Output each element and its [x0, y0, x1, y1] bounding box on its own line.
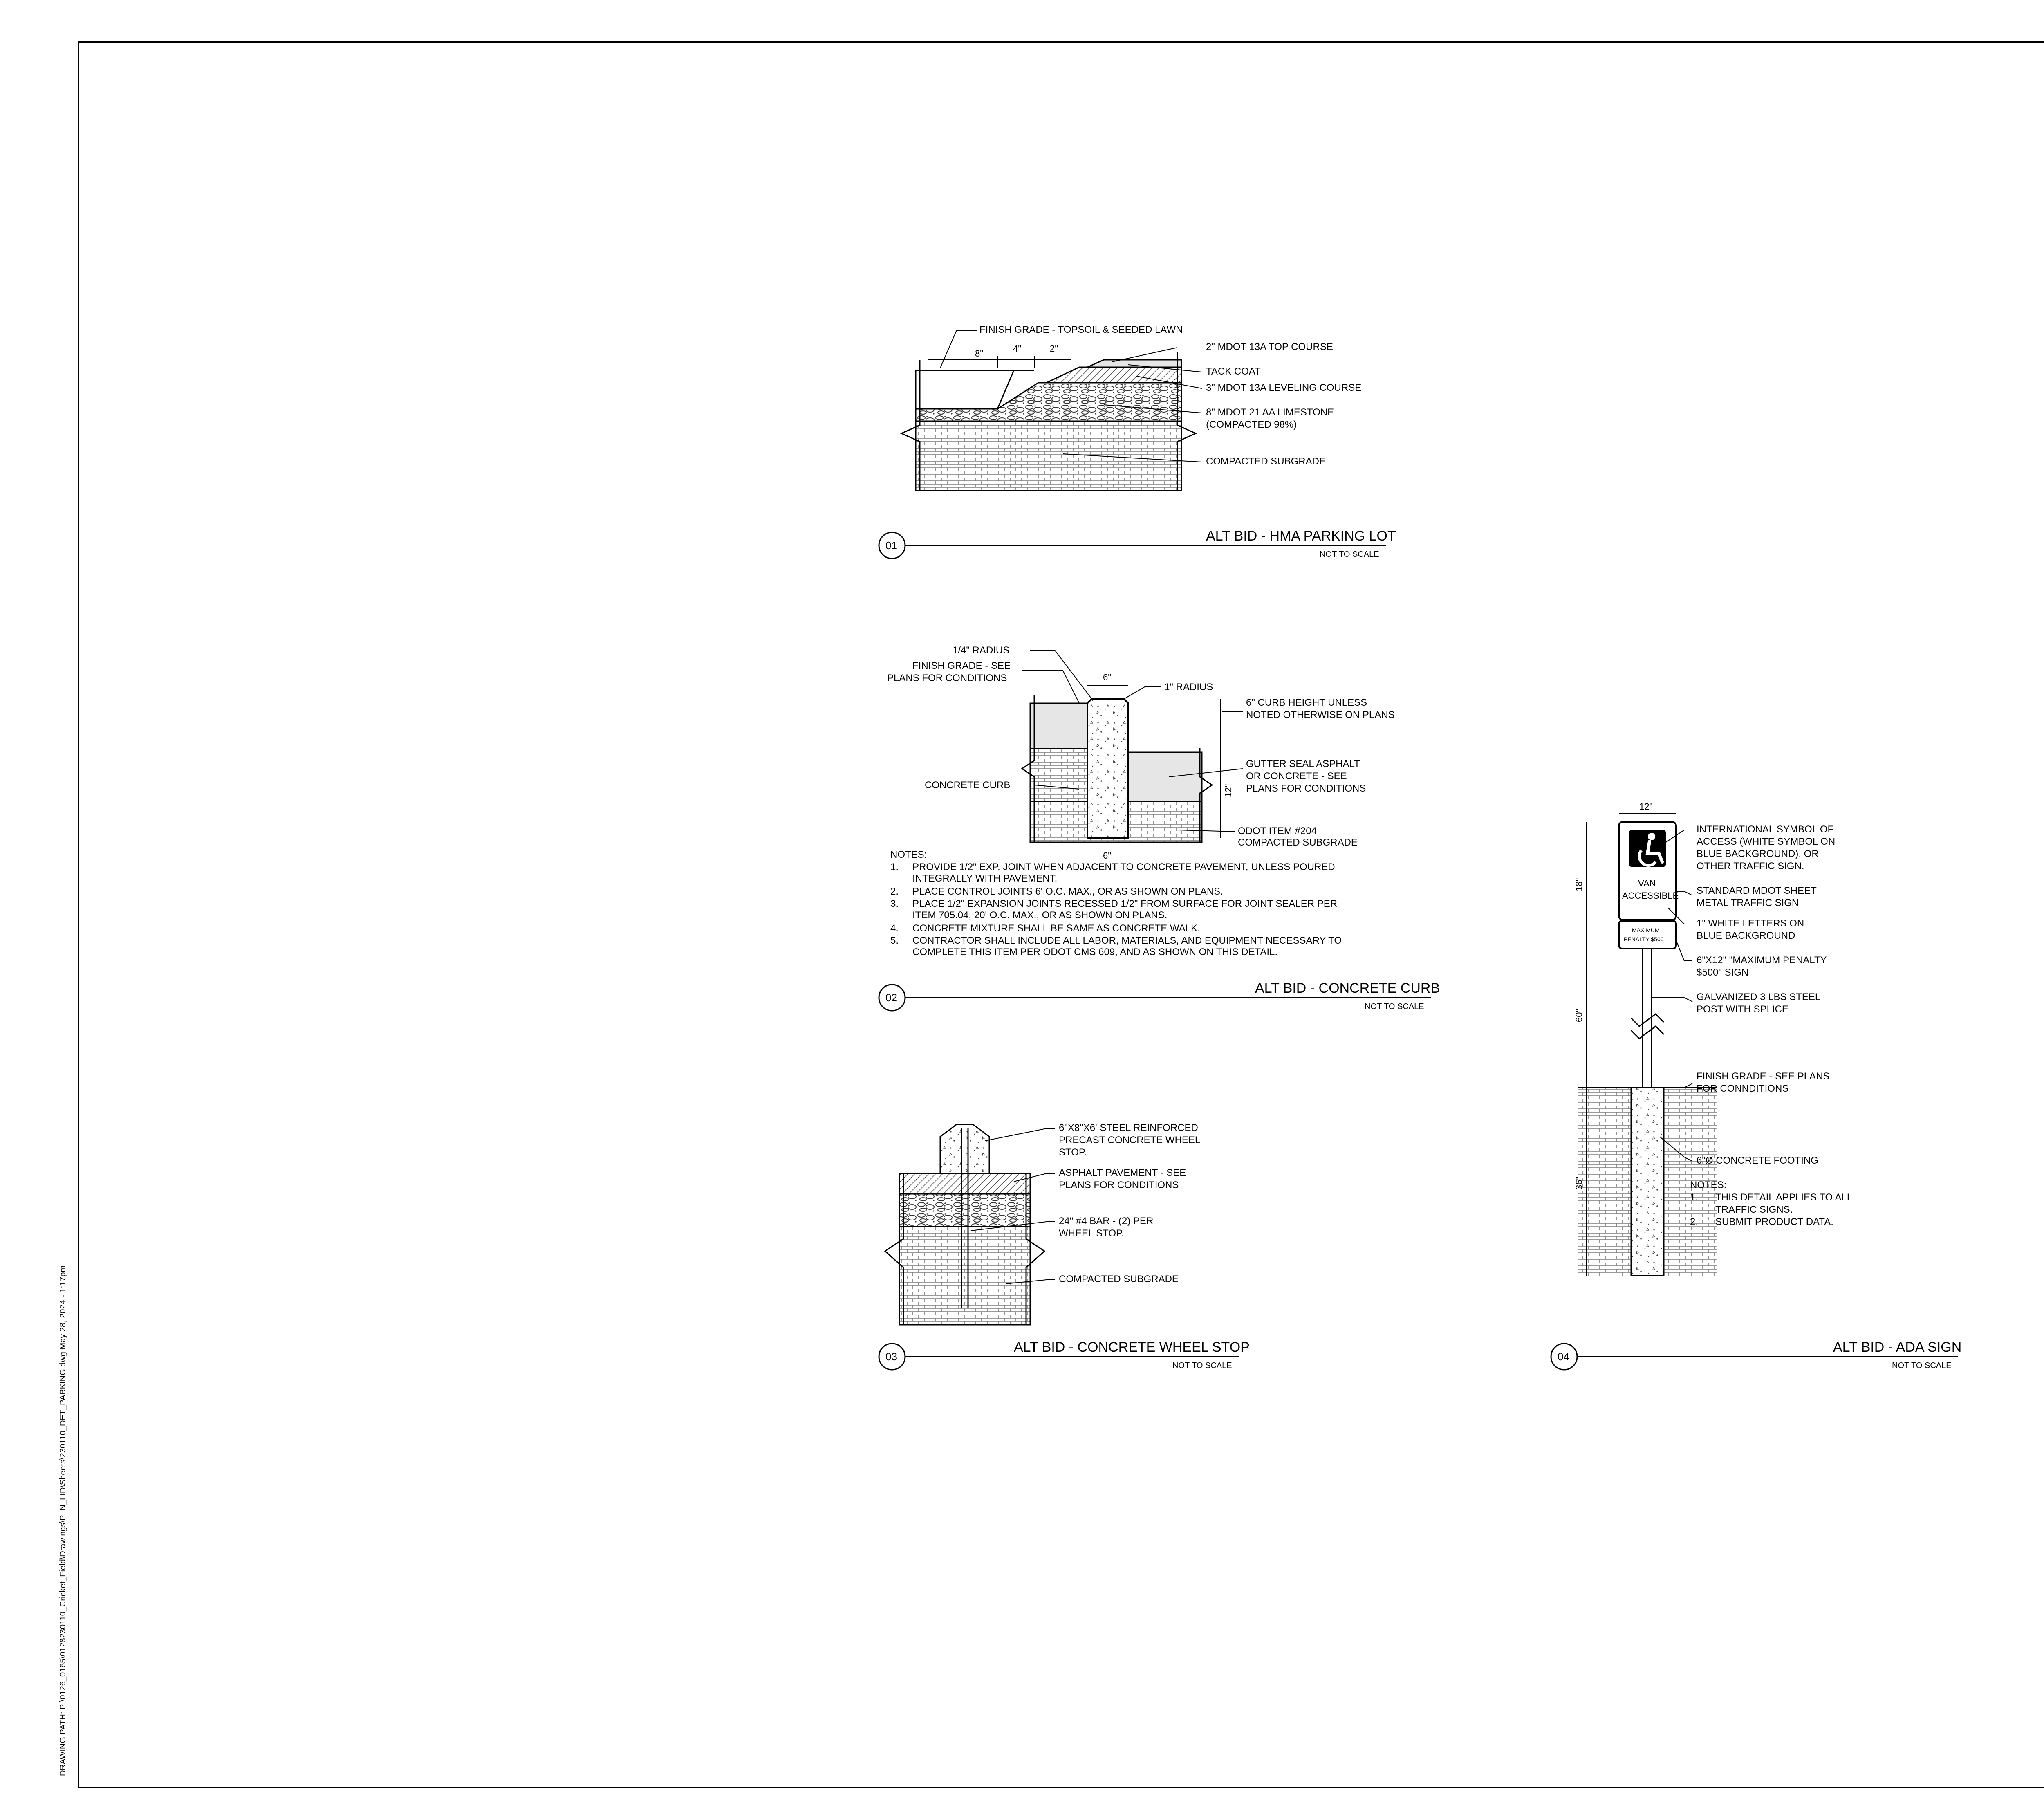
d04-callout-penalty: 6"X12" "MAXIMUM PENALTY: [1697, 955, 1827, 966]
d02-note-4: CONCRETE MIXTURE SHALL BE SAME AS CONCRETE WALK.: [912, 923, 1200, 934]
d01-callout-leveling: 3" MDOT 13A LEVELING COURSE: [1206, 382, 1362, 393]
d01-scale: NOT TO SCALE: [1320, 550, 1379, 559]
d04-title: ALT BID - ADA SIGN: [1833, 1339, 1962, 1355]
d02-title: ALT BID - CONCRETE CURB: [1255, 980, 1440, 996]
d02-callout-gutter-3: PLANS FOR CONDITIONS: [1246, 783, 1366, 794]
d02-callout-radius-right: 1" RADIUS: [1164, 682, 1213, 693]
d04-dim-width: 12": [1639, 801, 1653, 812]
d02-callout-plans: PLANS FOR CONDITIONS: [887, 673, 1007, 684]
d03-callout-asphalt-2: PLANS FOR CONDITIONS: [1059, 1180, 1179, 1191]
d04-callout-isa-4: OTHER TRAFFIC SIGN.: [1697, 861, 1804, 872]
d03-callout-asphalt: ASPHALT PAVEMENT - SEE: [1059, 1167, 1186, 1178]
d02-callout-curb-height-2: NOTED OTHERWISE ON PLANS: [1246, 709, 1395, 720]
d02-note-2: PLACE CONTROL JOINTS 6' O.C. MAX., OR AS SHOWN ON PLANS.: [912, 886, 1223, 897]
d03-callout-subgrade: COMPACTED SUBGRADE: [1059, 1274, 1179, 1285]
d01-dim-4: 4": [1013, 343, 1022, 354]
d04-dim-post-height: 60": [1574, 1009, 1584, 1022]
d02-note-1-num: 1.: [890, 861, 899, 873]
d01-number: 01: [885, 539, 897, 552]
d01-callout-finish-grade: FINISH GRADE - TOPSOIL & SEEDED LAWN: [979, 324, 1183, 335]
d03-callout-wheel-stop: 6"X8"X6' STEEL REINFORCED: [1059, 1122, 1198, 1133]
d01-dim-8: 8": [975, 348, 984, 359]
d03-callout-bar: 24" #4 BAR - (2) PER: [1059, 1216, 1154, 1227]
d01-callout-compacted: (COMPACTED 98%): [1206, 419, 1297, 430]
d02-dim-bottom: 6": [1103, 850, 1112, 861]
d04-dim-footing: 36": [1574, 1176, 1584, 1190]
d03-callout-bar-2: WHEEL STOP.: [1059, 1228, 1124, 1239]
d02-note-5: CONTRACTOR SHALL INCLUDE ALL LABOR, MATERIALS, AND EQUIPMENT NECESSARY TO: [912, 935, 1342, 946]
d04-callout-letters: 1" WHITE LETTERS ON: [1697, 918, 1804, 929]
d02-note-5-num: 5.: [890, 935, 899, 946]
d04-callout-post: GALVANIZED 3 LBS STEEL: [1697, 991, 1821, 1003]
d02-callout-finish-grade: FINISH GRADE - SEE: [912, 660, 1011, 671]
d02-scale: NOT TO SCALE: [1365, 1002, 1424, 1011]
d04-penalty-line1: MAXIMUM: [1632, 927, 1660, 933]
d02-note-3-num: 3.: [890, 898, 899, 909]
d02-note-1: PROVIDE 1/2" EXP. JOINT WHEN ADJACENT TO CONCRETE PAVEMENT, UNLESS POURED: [912, 861, 1335, 873]
d01-callout-top-course: 2" MDOT 13A TOP COURSE: [1206, 341, 1333, 352]
d01-callout-limestone: 8" MDOT 21 AA LIMESTONE: [1206, 407, 1334, 418]
d02-callout-concrete-curb: CONCRETE CURB: [925, 780, 1011, 791]
d04-note-2-num: 2.: [1690, 1216, 1699, 1227]
d04-callout-post-2: POST WITH SPLICE: [1697, 1004, 1788, 1015]
d04-sign-accessible: ACCESSIBLE: [1622, 891, 1679, 901]
d03-callout-wheel-stop-3: STOP.: [1059, 1147, 1087, 1158]
d02-callout-odot: ODOT ITEM #204: [1238, 825, 1317, 837]
d02-note-3b: ITEM 705.04, 20' O.C. MAX., OR AS SHOWN ON PLANS.: [912, 910, 1168, 921]
d02-notes-label: NOTES:: [890, 849, 927, 860]
d01-callout-tack-coat: TACK COAT: [1206, 366, 1261, 377]
d02-callout-radius-left: 1/4" RADIUS: [953, 645, 1010, 656]
detail-02-concrete-curb: [879, 645, 1440, 1011]
d01-callout-subgrade: COMPACTED SUBGRADE: [1206, 456, 1326, 467]
d04-number: 04: [1558, 1350, 1569, 1363]
d04-sign-van: VAN: [1638, 878, 1656, 888]
d04-notes-label: NOTES:: [1690, 1180, 1727, 1191]
d02-dim-top: 6": [1103, 672, 1112, 682]
d04-callout-isa-3: BLUE BACKGROUND), OR: [1697, 848, 1819, 859]
d03-number: 03: [885, 1350, 897, 1363]
d03-wheel-stop: [940, 1124, 989, 1173]
d04-callout-mdot: STANDARD MDOT SHEET: [1697, 885, 1817, 896]
d04-callout-finish-grade-2: FOR CONNDITIONS: [1697, 1083, 1789, 1094]
d04-callout-footing: 6"Ø CONCRETE FOOTING: [1697, 1155, 1818, 1166]
d04-note-1: THIS DETAIL APPLIES TO ALL: [1715, 1192, 1853, 1203]
d02-note-4-num: 4.: [890, 923, 899, 934]
d03-scale: NOT TO SCALE: [1172, 1361, 1232, 1370]
d02-note-2-num: 2.: [890, 886, 899, 897]
d02-callout-curb-height: 6" CURB HEIGHT UNLESS: [1246, 697, 1367, 708]
d04-callout-mdot-2: METAL TRAFFIC SIGN: [1697, 897, 1799, 908]
d02-number: 02: [885, 991, 897, 1004]
d04-penalty-line2: PENALTY $500: [1624, 936, 1664, 942]
d02-note-5b: COMPLETE THIS ITEM PER ODOT CMS 609, AND AS SHOWN ON THIS DETAIL.: [912, 947, 1278, 958]
detail-03-wheel-stop: [879, 1122, 1250, 1370]
d02-dim-height: 12": [1223, 784, 1233, 797]
d03-title: ALT BID - CONCRETE WHEEL STOP: [1014, 1339, 1250, 1355]
d04-note-1-num: 1.: [1690, 1192, 1699, 1203]
d04-penalty-sign: [1619, 921, 1676, 949]
d04-concrete-footing: [1631, 1088, 1664, 1276]
detail-04-ada-sign: [1551, 801, 1961, 1370]
d04-scale: NOT TO SCALE: [1892, 1361, 1952, 1370]
d04-note-1b: TRAFFIC SIGNS.: [1715, 1204, 1793, 1215]
drawing-path: DRAWING PATH: P:\0126_0165\0128230110_Cricket_Field\Drawings\PLN_LID\Sheets\230110_DET_PARKING.dwg May 28, 2024 - 1:17pm: [58, 1265, 67, 1776]
detail-01-hma-parking-lot: [879, 324, 1396, 559]
d02-callout-gutter-2: OR CONCRETE - SEE: [1246, 771, 1347, 782]
d04-callout-letters-2: BLUE BACKGROUND: [1697, 930, 1795, 941]
d04-note-2: SUBMIT PRODUCT DATA.: [1715, 1216, 1833, 1227]
d02-notes: [890, 861, 1342, 958]
d04-callout-isa-2: ACCESS (WHITE SYMBOL ON: [1697, 836, 1836, 847]
d04-callout-isa: INTERNATIONAL SYMBOL OF: [1697, 824, 1834, 835]
d04-callout-penalty-2: $500" SIGN: [1697, 967, 1749, 978]
d03-callout-wheel-stop-2: PRECAST CONCRETE WHEEL: [1059, 1135, 1201, 1146]
d02-note-1b: INTEGRALLY WITH PAVEMENT.: [912, 873, 1058, 884]
d01-title: ALT BID - HMA PARKING LOT: [1206, 528, 1396, 544]
d01-dim-2: 2": [1050, 343, 1058, 354]
d04-callout-finish-grade: FINISH GRADE - SEE PLANS: [1697, 1071, 1830, 1082]
d02-callout-subgrade: COMPACTED SUBGRADE: [1238, 837, 1358, 848]
d02-callout-gutter: GUTTER SEAL ASPHALT: [1246, 758, 1360, 769]
d04-dim-sign-height: 18": [1574, 878, 1584, 891]
d02-note-3: PLACE 1/2" EXPANSION JOINTS RECESSED 1/2" FROM SURFACE FOR JOINT SEALER PER: [912, 898, 1338, 909]
